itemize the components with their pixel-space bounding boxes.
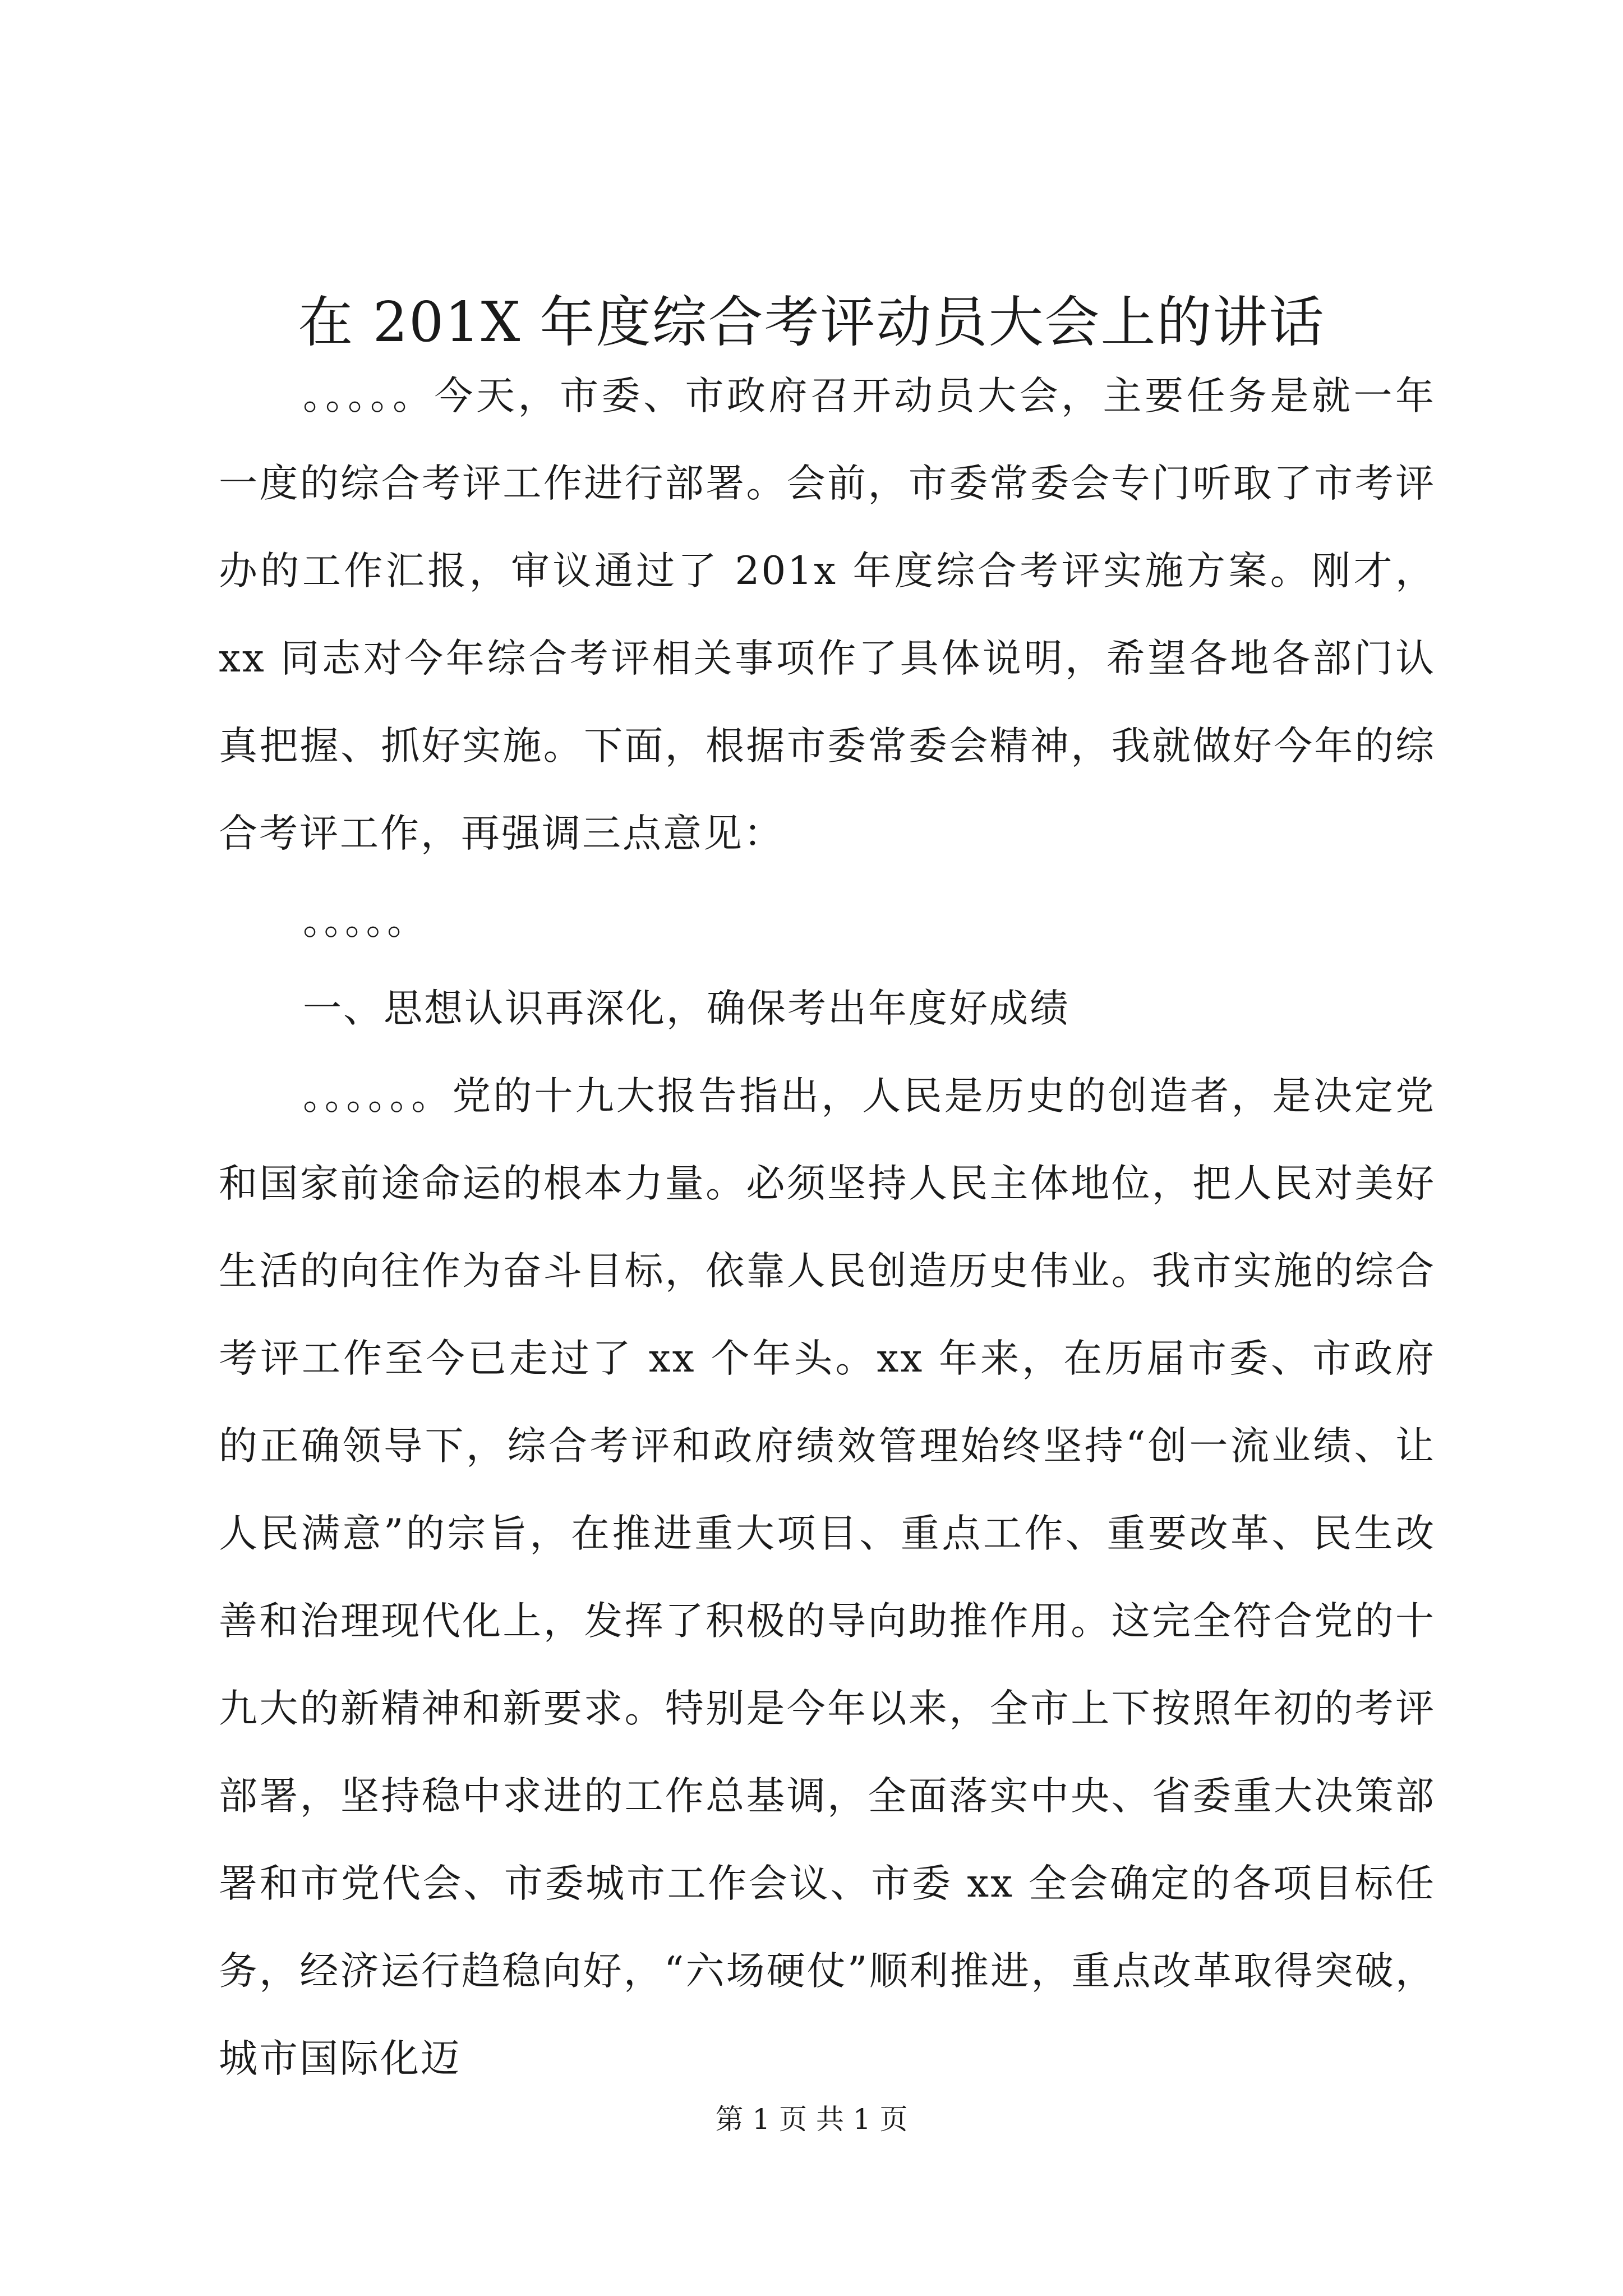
section-heading-1: 一、思想认识再深化，确保考出年度好成绩 (303, 986, 1070, 1031)
document-body (219, 352, 1436, 2102)
document-title: 在 201X 年度综合考评动员大会上的讲话 (298, 291, 1325, 355)
page-footer: 第 1 页 共 1 页 (715, 2103, 908, 2136)
paragraph-section-1: 。。。。。。党的十九大报告指出，人民是历史的创造者，是决定党和国家前途命运的根本力量。必须坚持人民主体地位，把人民对美好生活的向往作为奋斗目标，依靠人民创造历史伟业。我市实施的综合考评工作至今已走过了 xx 个年头。xx 年来，在历届市委、市政府的正确领导下，综合考评和政府绩效管理始终坚持“创一流业绩、让人民满意”的宗旨，在推进重大项目、重点工作、重要改革、民生改善和治理现代化上，发挥了积极的导向助推作用。这完全符合党的十九大的新精神和新要求。特别是今年以来，全市上下按照年初的考评部署，坚持稳中求进的工作总基调，全面落实中央、省委重大决策部署和市党代会、市委城市工作会议、市委 xx 全会确定的各项目标任务，经济运行趋稳向好，“六场硬仗”顺利推进，重点改革取得突破，城市国际化迈 (219, 1074, 1436, 2081)
paragraph-ellipsis: 。。。。。 (303, 899, 427, 944)
paragraph-intro: 。。。。。今天，市委、市政府召开动员大会，主要任务是就一年一度的综合考评工作进行部署。会前，市委常委会专门听取了市考评办的工作汇报，审议通过了 201x 年度综合考评实施方案。刚才，xx 同志对今年综合考评相关事项作了具体说明，希望各地各部门认真把握、抓好实施。下面，根据市委常委会精神，我就做好今年的综合考评工作，再强调三点意见： (219, 374, 1436, 856)
